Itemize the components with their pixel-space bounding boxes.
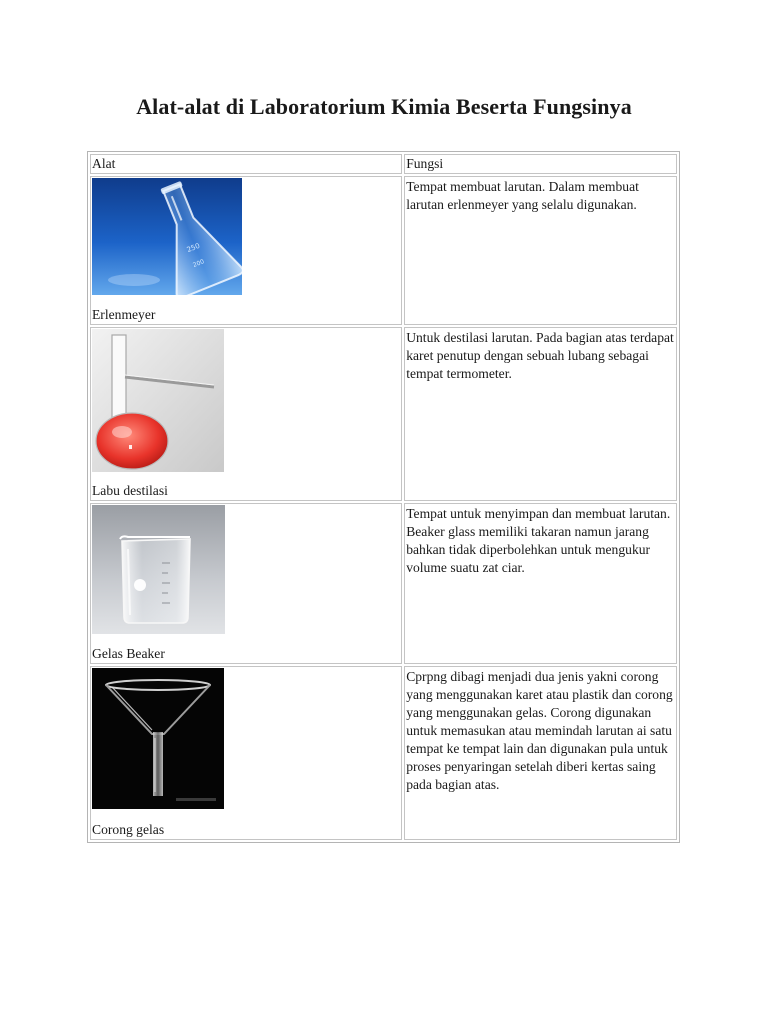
tool-cell: [90, 327, 402, 501]
fungsi-cell: [404, 327, 677, 501]
header-fungsi: Fungsi: [404, 154, 677, 174]
fungsi-text: Cprpng dibagi menjadi dua jenis yakni corong yang menggunakan karet atau plastik dan corong yang menggunakan gelas. Corong digunakan untuk memasukan atau memindah larutan ai satu tempat ke tempat lain dan digunakan pula untuk proses penyaringan setelah diberi kertas saing pada bagian atas.: [406, 669, 673, 792]
fungsi-cell: [404, 503, 677, 664]
page-title: Alat-alat di Laboratorium Kimia Beserta Fungsinya: [136, 94, 632, 119]
tool-cell: [90, 666, 402, 840]
svg-text:200: 200: [192, 258, 206, 269]
svg-text:250: 250: [185, 241, 202, 255]
table-row: [90, 327, 677, 501]
tool-name: Labu destilasi: [92, 483, 168, 498]
glass-funnel-image: [92, 668, 224, 809]
erlenmeyer-flask-image: [92, 178, 242, 295]
table-row: [90, 503, 677, 664]
table-header-row: [90, 154, 677, 174]
fungsi-cell: [404, 176, 677, 325]
table-row: [90, 176, 677, 325]
header-alat: Alat: [90, 154, 402, 174]
fungsi-text: Untuk destilasi larutan. Pada bagian atas terdapat karet penutup dengan sebuah lubang sebagai tempat termometer.: [406, 330, 674, 381]
distillation-flask-image: [92, 329, 224, 472]
tool-name: Corong gelas: [92, 822, 165, 837]
table-row: [90, 666, 677, 840]
beaker-image: [92, 505, 225, 634]
fungsi-cell: [404, 666, 677, 840]
equipment-table: [87, 151, 680, 843]
fungsi-text: Tempat untuk menyimpan dan membuat larutan. Beaker glass memiliki takaran namun jarang bahkan tidak diperbolehkan untuk mengukur volume suatu zat ciar.: [406, 506, 671, 575]
tool-name: Erlenmeyer: [92, 307, 156, 322]
tool-cell: [90, 176, 402, 325]
tool-name: Gelas Beaker: [92, 646, 165, 661]
fungsi-text: Tempat membuat larutan. Dalam membuat larutan erlenmeyer yang selalu digunakan.: [406, 179, 639, 212]
tool-cell: [90, 503, 402, 664]
